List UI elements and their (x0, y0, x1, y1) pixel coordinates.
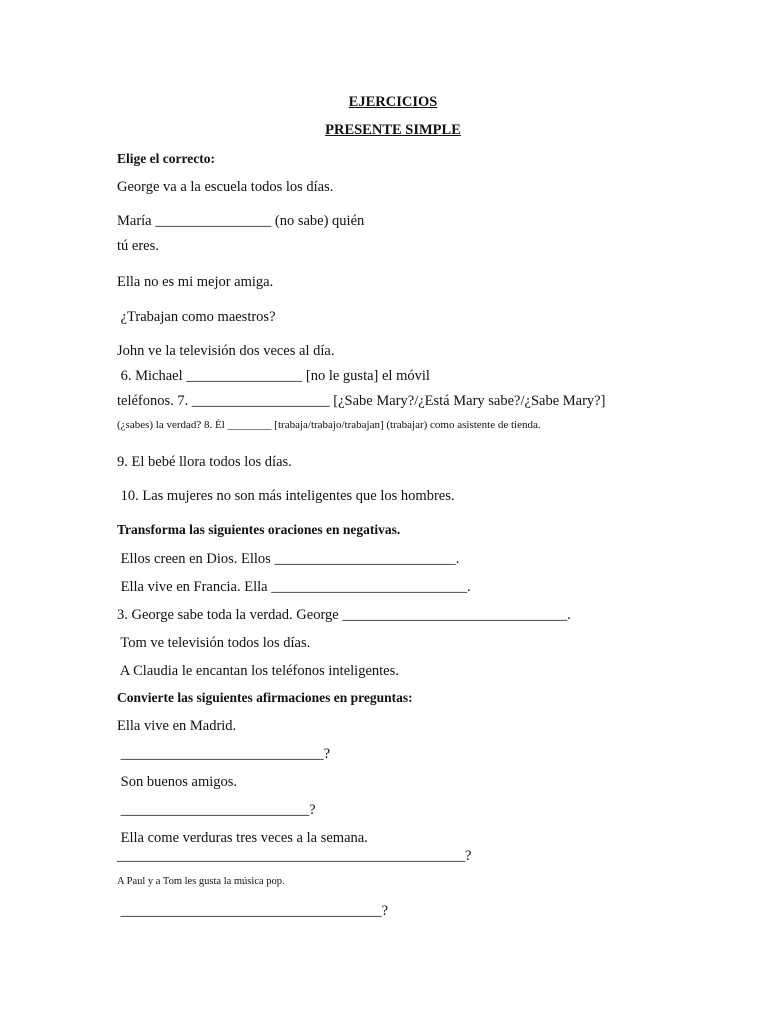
document-subtitle: PRESENTE SIMPLE (325, 122, 461, 138)
exercise-line: (¿sabes) la verdad? 8. Él ________ [trabaja/trabajo/trabajan] (trabajar) como asistente de tienda. (117, 419, 541, 431)
section-heading-convierte: Convierte las siguientes afirmaciones en preguntas: (117, 690, 413, 705)
exercise-line: Ella vive en Francia. Ella ___________________________. (117, 579, 471, 595)
exercise-line: Son buenos amigos. (117, 774, 238, 790)
exercise-line: 10. Las mujeres no son más inteligentes que los hombres. (117, 488, 455, 504)
answer-blank-line: ________________________________________________? (117, 848, 472, 864)
exercise-line: George va a la escuela todos los días. (117, 179, 334, 195)
answer-blank-line: ____________________________________? (117, 903, 389, 919)
exercise-line: 9. El bebé llora todos los días. (117, 454, 292, 470)
exercise-line: María ________________ (no sabe) quién (117, 213, 365, 229)
answer-blank-line: ____________________________? (117, 746, 331, 762)
exercise-line: John ve la televisión dos veces al día. (117, 343, 335, 359)
exercise-line: A Paul y a Tom les gusta la música pop. (117, 876, 285, 887)
answer-blank-line: __________________________? (117, 802, 316, 818)
exercise-line: Ella come verduras tres veces a la semana. (117, 830, 368, 846)
exercise-line: teléfonos. 7. ___________________ [¿Sabe Mary?/¿Está Mary sabe?/¿Sabe Mary?] (117, 393, 606, 409)
exercise-line: 6. Michael ________________ [no le gusta] el móvil (117, 368, 430, 384)
document-title: EJERCICIOS (348, 94, 438, 110)
section-heading-elige: Elige el correcto: (117, 151, 215, 166)
exercise-line: A Claudia le encantan los teléfonos inteligentes. (117, 663, 399, 679)
exercise-line: tú eres. (117, 238, 159, 254)
exercise-line: Ellos creen en Dios. Ellos _________________________. (117, 551, 460, 567)
exercise-line: Ella vive en Madrid. (117, 718, 237, 734)
exercise-line: 3. George sabe toda la verdad. George _______________________________. (117, 607, 571, 623)
section-heading-transforma: Transforma las siguientes oraciones en negativas. (117, 522, 401, 537)
exercise-line: Ella no es mi mejor amiga. (117, 274, 274, 290)
exercise-line: Tom ve televisión todos los días. (117, 635, 311, 651)
exercise-line: ¿Trabajan como maestros? (117, 309, 276, 325)
